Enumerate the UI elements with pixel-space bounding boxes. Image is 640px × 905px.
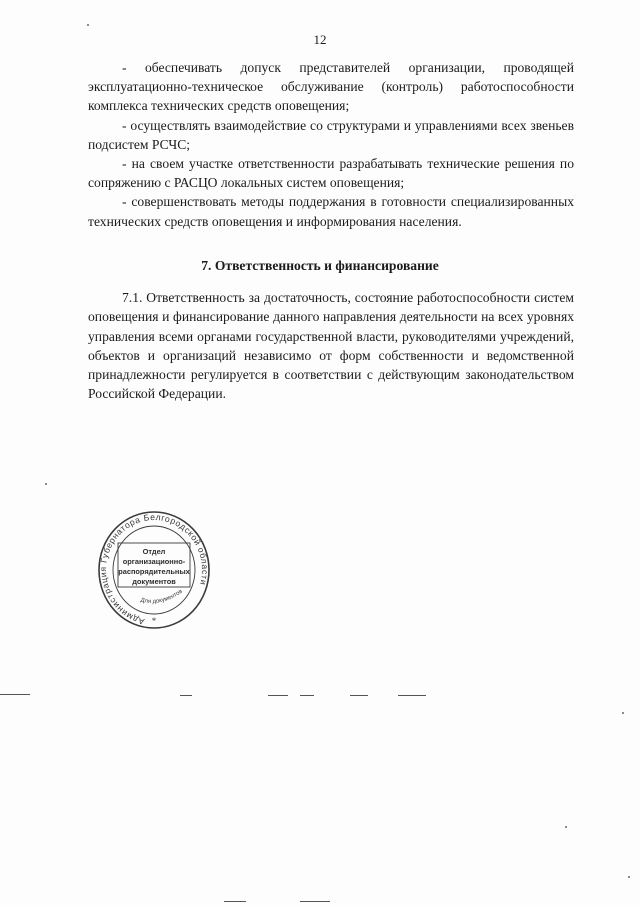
duties-list <box>88 58 574 231</box>
scan-artifact <box>300 901 330 902</box>
scan-artifact <box>180 695 192 696</box>
official-stamp <box>98 510 210 630</box>
page-number: 12 <box>313 32 327 47</box>
scan-dot <box>87 24 89 26</box>
stamp-line: Отдел <box>142 547 166 556</box>
stamp-inner-arc: Для документов <box>139 588 184 606</box>
stamp-line: распорядительных <box>118 567 190 576</box>
stamp-line: документов <box>132 577 176 586</box>
stamp-ring-text: Администрация Губернатора Белгородской области <box>98 511 210 627</box>
scan-dot <box>565 826 567 828</box>
scan-artifact <box>268 695 288 696</box>
scan-artifact <box>300 695 314 696</box>
scan-artifact <box>0 694 30 695</box>
list-item: - на своем участке ответственности разрабатывать технические решения по сопряжению с РАСЦО локальных систем оповещения; <box>88 156 574 191</box>
section-body <box>88 288 574 404</box>
list-item: - обеспечивать допуск представителей организации, проводящей эксплуатационно-техническое обслуживание (контроль) работоспособности комплекса технических средств оповещения; <box>88 60 574 114</box>
scan-artifact <box>224 901 246 902</box>
scan-dot <box>628 876 630 878</box>
paragraph-7-1: 7.1. Ответственность за достаточность, состояние работоспособности систем оповещения и финансирование данного направления деятельности на всех уровнях управления всеми органами государственной власти, руководителями учреждений, объектов и организаций независимо от форм собственности и ведомственной принадлежности регулируется в соответствии с действующим законодательством Российской Федерации. <box>88 290 574 402</box>
list-item: - совершенствовать методы поддержания в готовности специализированных технических средств оповещения и информирования населения. <box>88 194 574 229</box>
scan-artifact <box>398 695 426 696</box>
scan-dot <box>622 712 624 714</box>
stamp-star: * <box>151 616 157 626</box>
list-item: - осуществлять взаимодействие со структурами и управлениями всех звеньев подсистем РСЧС; <box>88 117 574 152</box>
section-title: 7. Ответственность и финансирование <box>201 258 439 273</box>
scan-dot <box>45 483 47 485</box>
svg-text:Для документов <box>140 589 184 605</box>
scan-artifact <box>350 695 368 696</box>
stamp-line: организационно- <box>122 557 186 566</box>
